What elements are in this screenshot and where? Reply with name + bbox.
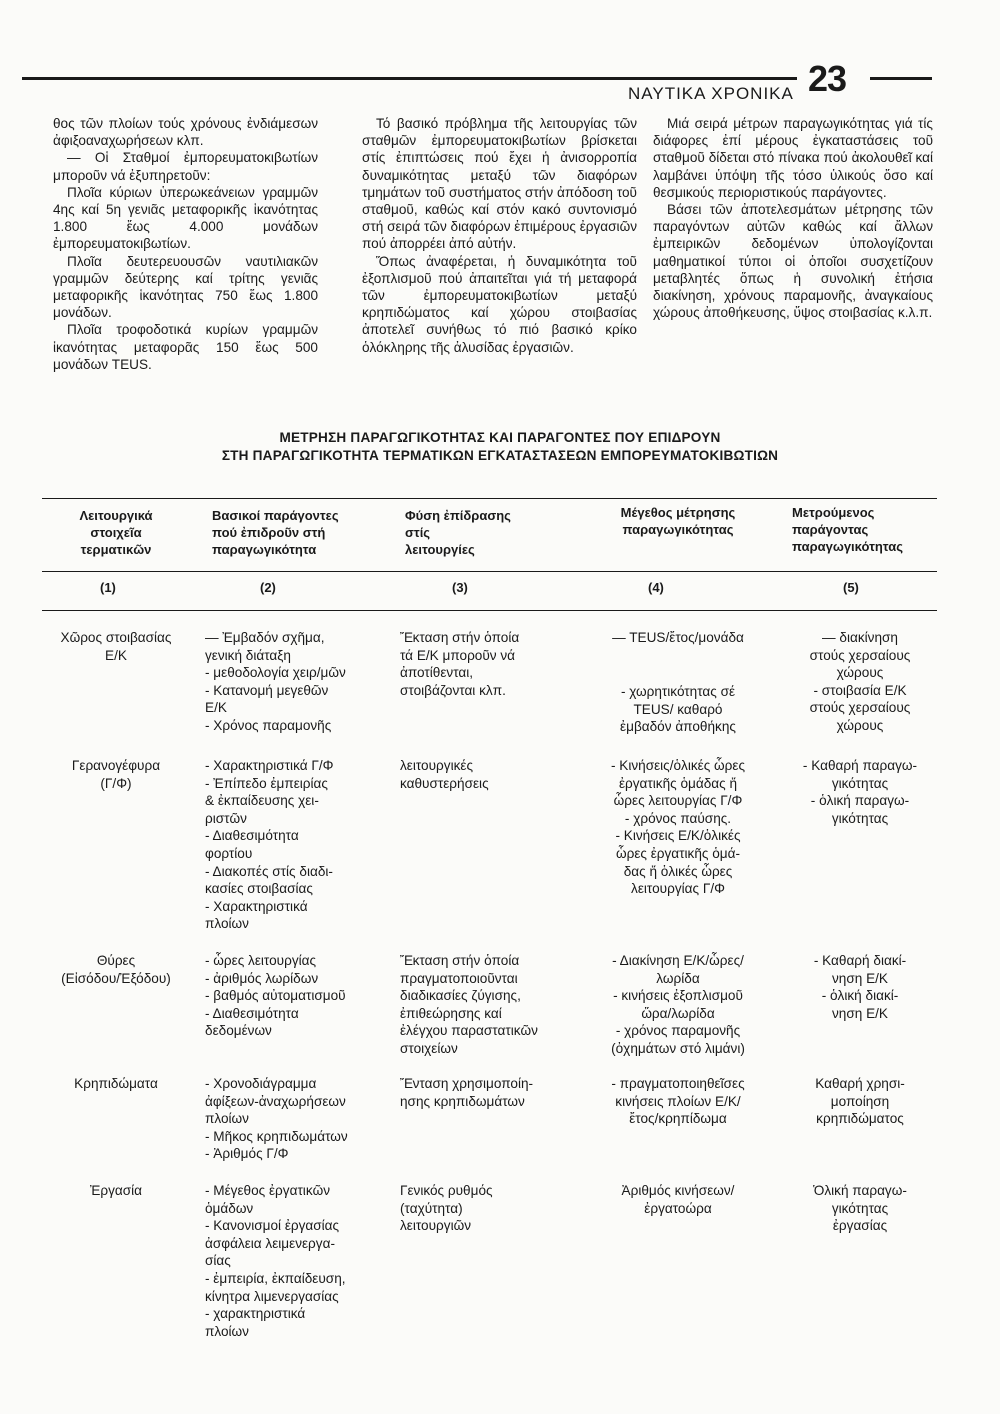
paragraph: Μιά σειρά μέτρων παραγωγικότητας γιά τίς διάφορες ἐπί μέρους ἐγκαταστάσεις τοῦ σταθμοῦ δίδεται στό πίνακα πού ἀκολουθεῖ καί λαμβάνει ὑπόψη τῆς τόσο ὑλικούς ὅσο καί θεσμικούς περιοριστικούς παράγοντες.: [653, 116, 933, 200]
table-cell-r4-c5: Καθαρή χρησι- μοποίηση κρηπιδώματος: [815, 1076, 905, 1127]
table-header-2: Βασικοί παράγοντες πού ἐπιδροῦν στή παραγωγικότητα: [212, 508, 339, 557]
table-cell-r2-c4: - Κινήσεις/ὁλικές ὧρες ἐργατικῆς ὁμάδας ἤ ὧρες λειτουργίας Γ/Φ - χρόνος παύσης. - Κινήσεις Ε/Κ/ὁλικές ὧρες ἐργατικῆς ὁμά- δας ἤ ὁλικές ὧρες λειτουργίας Γ/Φ: [610, 758, 746, 897]
table-cell-r1-c4b: - χωρητικότητας σέ TEUS/ καθαρό ἐμβαδόν ἀποθήκης: [620, 684, 736, 735]
paragraph: θος τῶν πλοίων τούς χρόνους ἐνδιάμεσων ἀφιξοαναχωρήσεων κλπ.: [53, 116, 318, 149]
text-column-2: [362, 115, 637, 356]
table-cell-r2-c5: - Καθαρή παραγω- γικότητας - ὁλική παραγω- γικότητας: [802, 758, 918, 826]
paragraph: Ὅπως ἀναφέρεται, ἡ δυναμικότητα τοῦ ἐξοπλισμοῦ πού ἀπαιτεῖται γιά τή μεταφορά τῶν ἐμπορευματοκιβωτίων μεταξύ κρηπιδώματος καί χώρου στοιβασίας ἀποτελεῖ συνήθως τό πιό βασικό κρίκο ὁλόκληρης τῆς ἀλυσίδας ἐργασιῶν.: [362, 253, 637, 355]
table-cell-r5-c3: Γενικός ρυθμός (ταχύτητα) λειτουργιῶν: [400, 1183, 493, 1234]
column-number-5: (5): [843, 580, 859, 595]
table-cell-r2-c1: Γερανογέφυρα (Γ/Φ): [71, 758, 161, 791]
header-rule-right: [870, 77, 932, 80]
table-header-3: Φύση ἐπίδρασης στίς λειτουργίες: [405, 508, 511, 557]
table-cell-r4-c3: Ἔνταση χρησιμοποίη- ησης κρηπιδωμάτων: [400, 1076, 534, 1109]
table-title-line-2: ΣΤΗ ΠΑΡΑΓΩΓΙΚΟΤΗΤΑ ΤΕΡΜΑΤΙΚΩΝ ΕΓΚΑΤΑΣΤΑΣΕΩΝ ΕΜΠΟΡΕΥΜΑΤΟΚΙΒΩΤΙΩΝ: [221, 448, 779, 463]
paragraph: Βάσει τῶν ἀποτελεσμάτων μέτρησης τῶν παραγόντων αὐτῶν καθώς καί ἄλλων ἐμπειρικῶν δεδομένων ὑπολογίζονται μαθηματικοί τύποι οἱ ὁποῖοι συσχετίζουν μεταβλητές ὅπως ἡ συνολική ἐτήσια διακίνηση, χρόνους παραμονῆς, ἀναγκαίους χώρους ἀποθήκευσης, ὕψος στοιβασίας κ.λ.π.: [653, 202, 933, 321]
paragraph: Πλοῖα δευτερευουσῶν ναυτιλιακῶν γραμμῶν δεύτερης καί τρίτης γενιᾶς μεταφορικῆς ἱκανότητας 750 ἕως 1.800 μονάδων.: [53, 253, 318, 321]
table-cell-r1-c3: Ἔκταση στήν ὁποία τά Ε/Κ μποροῦν νά ἀποτίθενται, στοιβάζονται κλπ.: [400, 630, 520, 698]
column-number-4: (4): [648, 580, 664, 595]
table-cell-r5-c5: Ὁλική παραγω- γικότητας ἐργασίας: [813, 1183, 907, 1234]
table-cell-r3-c4: - Διακίνηση Ε/Κ/ὧρες/ λωρίδα - κινήσεις ἐξοπλισμοῦ ὥρα/λωρίδα - χρόνος παραμονῆς (ὀχημάτων στό λιμάνι): [611, 953, 745, 1056]
text-column-1: [53, 115, 318, 373]
text-column-3: [653, 115, 933, 321]
journal-title: ΝΑΥΤΙΚΑ ΧΡΟΝΙΚΑ: [628, 84, 794, 103]
table-cell-r4-c1: Κρηπιδώματα: [74, 1076, 158, 1091]
table-cell-r3-c5: - Καθαρή διακί- νηση Ε/Κ - ὁλική διακί- νηση Ε/Κ: [813, 953, 907, 1021]
table-cell-r5-c1: Ἐργασία: [89, 1183, 143, 1198]
table-cell-r1-c5: — διακίνηση στούς χερσαίους χώρους - στοιβασία Ε/Κ στούς χερσαίους χώρους: [809, 630, 911, 733]
paragraph: Πλοῖα τροφοδοτικά κυρίων γραμμῶν ἱκανότητας μεταφορᾶς 150 ἕως 500 μονάδων TEUS.: [53, 322, 318, 372]
table-number-rule: [42, 610, 937, 611]
paragraph: Τό βασικό πρόβλημα τῆς λειτουργίας τῶν σταθμῶν ἐμπορευματοκιβωτίων βρίσκεται στίς ἐπιπτώσεις πού ἔχει ἡ ἀνισορροπία δυναμικότητας μεταξύ τῶν διαφόρων τμημάτων τοῦ συστήματος στήν ἀπόδοση τοῦ σταθμοῦ, καθώς καί στόν κακό συντονισμό στή σειρά τῶν διαφόρων ἐπιμέρους ἐργασιῶν πού ἀπορρέει ἀπό αὐτήν.: [362, 116, 637, 252]
table-cell-r1-c1: Χῶρος στοιβασίας Ε/Κ: [60, 630, 172, 663]
table-cell-r2-c2: - Χαρακτηριστικά Γ/Φ - Ἐπίπεδο ἐμπειρίας & ἐκπαίδευσης χει- ριστῶν - Διαθεσιμότητα φορτίου - Διακοπές στίς διαδι- κασίες στοιβασίας - Χαρακτηριστικά πλοίων: [205, 758, 334, 932]
table-cell-r4-c2: - Χρονοδιάγραμμα ἀφίξεων-ἀναχωρήσεων πλοίων - Μῆκος κρηπιδωμάτων - Ἀριθμός Γ/Φ: [205, 1076, 348, 1162]
column-number-3: (3): [452, 580, 468, 595]
paragraph: — Οἱ Σταθμοί ἐμπορευματοκιβωτίων μποροῦν νά ἐξυπηρετοῦν:: [53, 150, 318, 183]
table-cell-r2-c3: λειτουργικές καθυστερήσεις: [400, 758, 489, 791]
table-title-line-1: ΜΕΤΡΗΣΗ ΠΑΡΑΓΩΓΙΚΟΤΗΤΑΣ ΚΑΙ ΠΑΡΑΓΟΝΤΕΣ ΠΟΥ ΕΠΙΔΡΟΥΝ: [279, 430, 721, 445]
table-cell-r4-c4: - πραγματοποιηθεῖσες κινήσεις πλοίων Ε/Κ/ ἔτος/κρηπίδωμα: [611, 1076, 745, 1127]
table-cell-r3-c1: Θύρες (Εἰσόδου/Ἐξόδου): [61, 953, 171, 986]
header-rule-left: [22, 77, 797, 80]
paragraph: Πλοῖα κύριων ὑπερωκεάνειων γραμμῶν 4ης καί 5η γενιᾶς μεταφορικῆς ἱκανότητας 1.800 ἕως 4.000 μονάδων ἐμπορευματοκιβωτίων.: [53, 184, 318, 252]
table-top-rule: [42, 498, 937, 499]
table-cell-r3-c3: Ἔκταση στήν ὁποία πραγματοποιοῦνται διαδικασίες ζύγισης, ἐπιθεώρησης καί ἐλέγχου παραστατικῶν στοιχείων: [400, 953, 538, 1056]
table-cell-r5-c2: - Μέγεθος ἐργατικῶν ὁμάδων - Κανονισμοί ἐργασίας ἀσφάλεια λειμενεργα- σίας - ἐμπειρία, ἐκπαίδευση, κίνητρα λιμενεργασίας - χαρακτηριστικά πλοίων: [205, 1183, 346, 1339]
table-cell-r3-c2: - ὧρες λειτουργίας - ἀριθμός λωρίδων - βαθμός αὐτοματισμοῦ - Διαθεσιμότητα δεδομένων: [205, 953, 346, 1039]
column-number-1: (1): [100, 580, 116, 595]
table-header-1: Λειτουργικά στοιχεῖα τερματικῶν: [79, 508, 153, 557]
column-number-2: (2): [260, 580, 276, 595]
page-number: 23: [808, 58, 847, 99]
table-header-rule: [42, 571, 937, 572]
table-cell-r5-c4: Ἀριθμός κινήσεων/ ἐργατοώρα: [621, 1183, 735, 1216]
table-header-4: Μέγεθος μέτρησης παραγωγικότητας: [620, 505, 736, 537]
table-cell-r1-c2: — Ἐμβαδόν σχῆμα, γενική διάταξη - μεθοδολογία χειρ/μῶν - Κατανομή μεγεθῶν Ε/Κ - Χρόνος παραμονῆς: [205, 630, 346, 733]
table-cell-r1-c4a: — TEUS/ἔτος/μονάδα: [612, 630, 744, 645]
table-header-5: Μετρούμενος παράγοντας παραγωγικότητας: [792, 505, 904, 554]
